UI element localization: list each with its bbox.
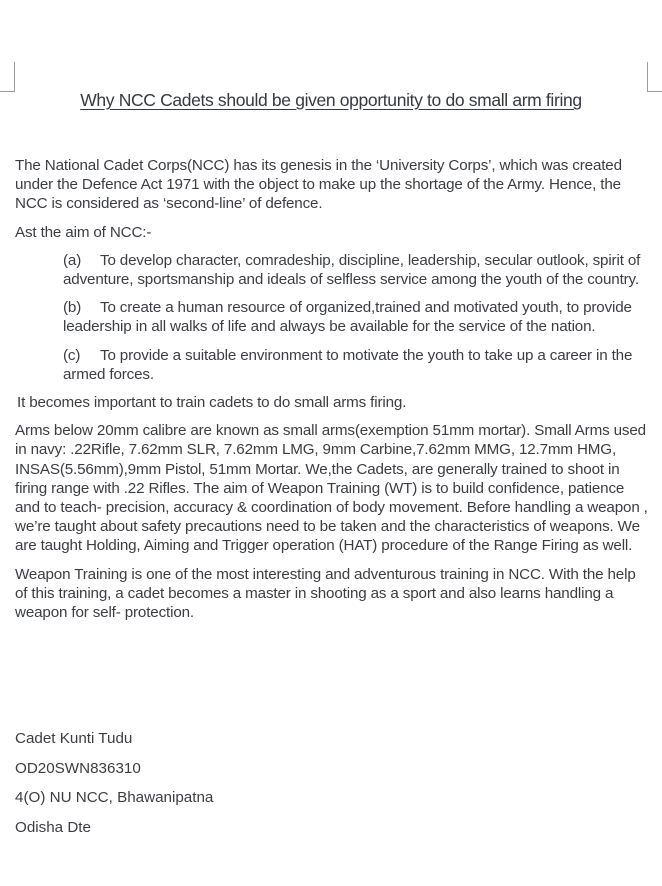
document-body: [15, 156, 650, 631]
margin-corner-mark-left: [14, 62, 15, 92]
margin-corner-mark-right: [647, 62, 648, 92]
importance-paragraph: It becomes important to train cadets to do small arms firing.: [17, 394, 407, 412]
signature-directorate: Odisha Dte: [15, 819, 91, 837]
aim-marker: (b): [63, 299, 82, 317]
aim-text: To provide a suitable environment to motivate the youth to take up a career in the armed forces.: [63, 346, 633, 383]
document-title: Why NCC Cadets should be given opportunity to do small arm firing: [80, 90, 582, 110]
signature-name: Cadet Kunti Tudu: [15, 730, 133, 747]
signature-reg-no: OD20SWN836310: [15, 759, 141, 777]
signature-block: [15, 729, 213, 848]
aims-list: [63, 251, 650, 384]
aim-marker: (a): [63, 251, 82, 269]
aim-text: To develop character, comradeship, discipline, leadership, secular outlook, spirit of adventure, sportsmanship and ideals of selfless service among the youth of the country.: [63, 251, 641, 289]
signature-unit: 4(O) NU NCC, Bhawanipatna: [15, 789, 214, 807]
intro-paragraph: The National Cadet Corps(NCC) has its genesis in the ‘University Corps’, which was created under the Defence Act 1971 with the object to make up the shortage of the Army. Hence, the NCC is considered as ‘second-line’ of defence.: [15, 157, 622, 213]
aim-item: [63, 298, 650, 336]
aims-heading: Ast the aim of NCC:-: [15, 223, 152, 241]
small-arms-paragraph: Arms below 20mm calibre are known as small arms(exemption 51mm mortar). Small Arms used in navy: .22Rifle, 7.62mm SLR, 7.62mm LMG, 9mm Carbine,7.62mm MMG, 12.7mm HMG, INSAS(5.56mm),9mm Pistol, 51mm Mortar. We,the Cadets, are generally trained to shoot in firing range with .22 Rifles. The aim of Weapon Training (WT) is to build confidence, patience and to teach- precision, accuracy & coordination of body movement. Before handling a weapon , we’re taught about safety precautions need to be taken and the characteristics of weapons. We are taught Holding, Aiming and Trigger operation (HAT) procedure of the Range Firing as well.: [15, 422, 648, 555]
aim-text: To create a human resource of organized,trained and motivated youth, to provide leadership in all walks of life and always be available for the service of the nation.: [63, 299, 632, 336]
aim-item: [63, 346, 650, 384]
conclusion-paragraph: Weapon Training is one of the most interesting and adventurous training in NCC. With the help of this training, a cadet becomes a master in shooting as a sport and also learns handling a weapon for self- protection.: [15, 565, 636, 622]
aim-item: [63, 251, 650, 289]
aim-marker: (c): [63, 346, 81, 364]
